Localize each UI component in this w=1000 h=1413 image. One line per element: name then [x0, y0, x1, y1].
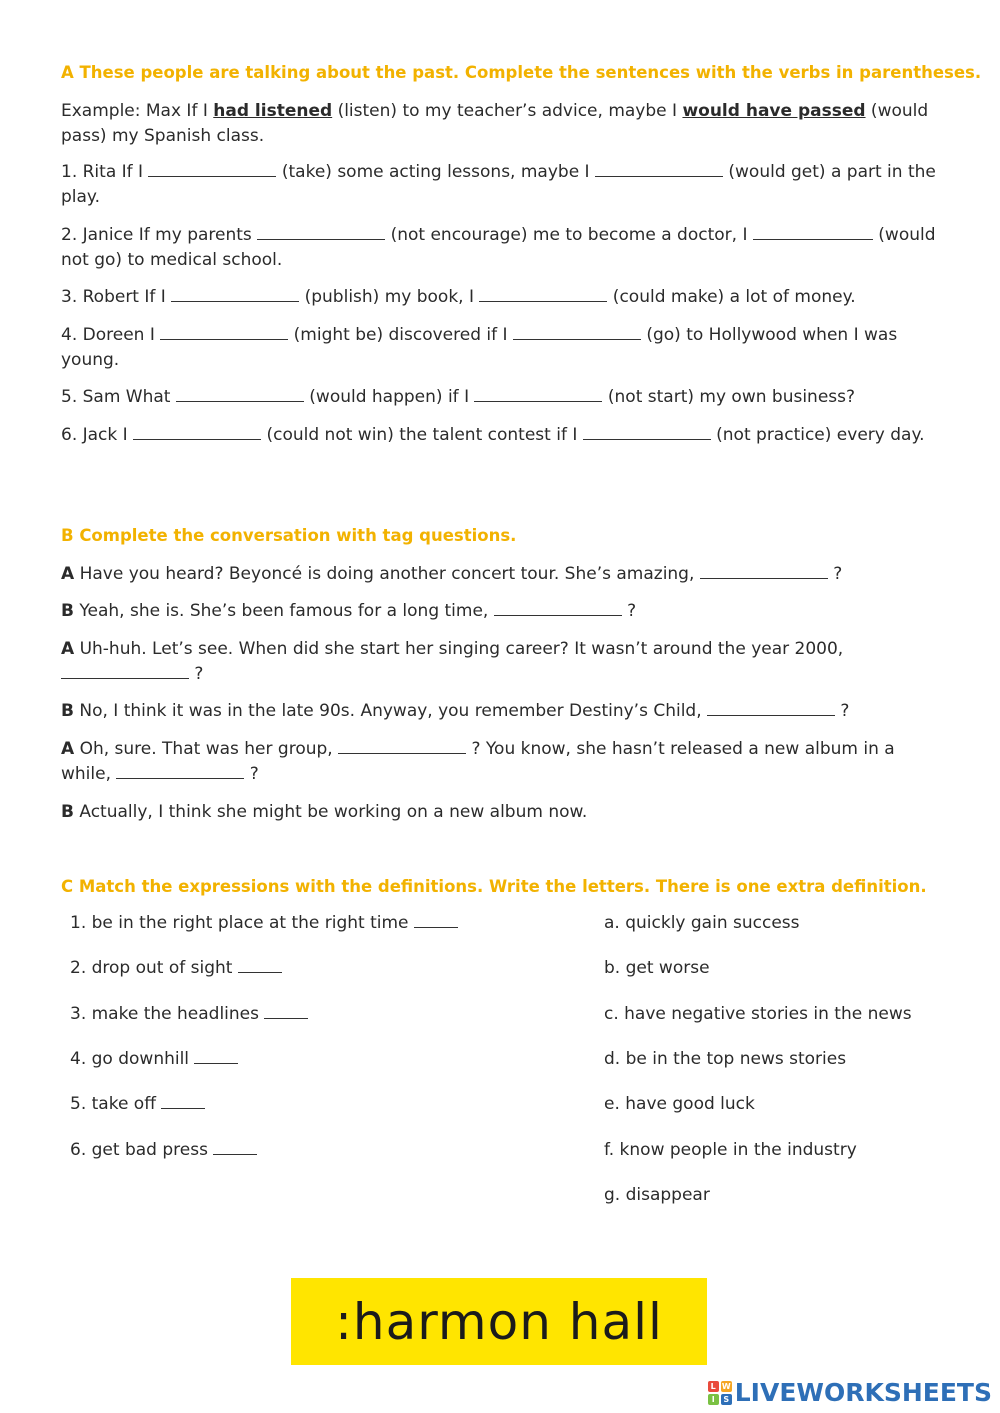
- answer-blank[interactable]: [474, 387, 602, 402]
- letter-blank[interactable]: [264, 1004, 308, 1019]
- definition-item: d. be in the top news stories: [604, 1049, 847, 1069]
- conversation-line: B No, I think it was in the late 90s. Anyway, you remember Destiny’s Child, ?: [61, 701, 850, 721]
- answer-blank[interactable]: [753, 225, 873, 240]
- definition-item: f. know people in the industry: [604, 1140, 857, 1160]
- definition-item: b. get worse: [604, 958, 710, 978]
- expression-item: 4. go downhill: [70, 1049, 238, 1069]
- answer-blank[interactable]: [257, 225, 385, 240]
- section-a-item-6: 6. Jack I (could not win) the talent contest if I (not practice) every day.: [61, 425, 925, 445]
- section-a-item-1: 1. Rita If I (take) some acting lessons, maybe I (would get) a part in the play.: [61, 162, 936, 207]
- harmon-hall-logo: [291, 1278, 707, 1365]
- answer-blank[interactable]: [176, 387, 304, 402]
- answer-blank[interactable]: [595, 162, 723, 177]
- section-a-example: Example: Max If I had listened (listen) to my teacher’s advice, maybe I would have passed (would pass) my Spanish class.: [61, 101, 929, 146]
- speaker-label: A: [61, 639, 75, 659]
- answer-blank[interactable]: [148, 162, 276, 177]
- conversation-line: B Yeah, she is. She’s been famous for a long time, ?: [61, 601, 637, 621]
- conversation-line: A Uh-huh. Let’s see. When did she start her singing career? It wasn’t around the year 2000, ?: [61, 639, 844, 684]
- conversation-line: B Actually, I think she might be working on a new album now.: [61, 802, 588, 822]
- conversation-line: A Oh, sure. That was her group, ? You know, she hasn’t released a new album in a while, ?: [61, 739, 895, 784]
- answer-blank[interactable]: [116, 764, 244, 779]
- section-a-item-4: 4. Doreen I (might be) discovered if I (go) to Hollywood when I was young.: [61, 325, 898, 370]
- liveworksheets-text: LIVEWORKSHEETS: [734, 1378, 992, 1407]
- answer-blank[interactable]: [61, 664, 189, 679]
- expression-item: 1. be in the right place at the right time: [70, 913, 458, 933]
- answer-blank[interactable]: [700, 564, 828, 579]
- speaker-label: A: [61, 564, 75, 584]
- definition-item: e. have good luck: [604, 1094, 755, 1114]
- section-a-item-3: 3. Robert If I (publish) my book, I (could make) a lot of money.: [61, 287, 856, 307]
- lw-tile: I: [708, 1394, 719, 1405]
- answer-blank[interactable]: [707, 701, 835, 716]
- expression-item: 5. take off: [70, 1094, 205, 1114]
- logo-text: :harmon hall: [335, 1292, 663, 1351]
- section-a-item-2: 2. Janice If my parents (not encourage) me to become a doctor, I (would not go) to medical school.: [61, 225, 936, 270]
- answer-blank[interactable]: [160, 325, 288, 340]
- letter-blank[interactable]: [194, 1049, 238, 1064]
- liveworksheets-watermark: [708, 1378, 992, 1407]
- letter-blank[interactable]: [414, 913, 458, 928]
- lw-tile: L: [708, 1381, 719, 1392]
- section-a-heading: A These people are talking about the past. Complete the sentences with the verbs in parentheses.: [61, 63, 982, 82]
- section-b-heading: B Complete the conversation with tag questions.: [61, 526, 517, 545]
- letter-blank[interactable]: [238, 958, 282, 973]
- definition-item: c. have negative stories in the news: [604, 1004, 912, 1024]
- liveworksheets-icon: [708, 1381, 732, 1405]
- letter-blank[interactable]: [213, 1140, 257, 1155]
- letter-blank[interactable]: [161, 1094, 205, 1109]
- speaker-label: A: [61, 739, 75, 759]
- example-answer-2: would have passed: [682, 101, 866, 121]
- answer-blank[interactable]: [513, 325, 641, 340]
- expression-item: 3. make the headlines: [70, 1004, 308, 1024]
- answer-blank[interactable]: [479, 287, 607, 302]
- answer-blank[interactable]: [338, 739, 466, 754]
- speaker-label: B: [61, 601, 74, 621]
- definition-item: g. disappear: [604, 1185, 710, 1205]
- example-answer-1: had listened: [213, 101, 333, 121]
- answer-blank[interactable]: [171, 287, 299, 302]
- lw-tile: W: [721, 1381, 731, 1391]
- section-c-heading: C Match the expressions with the definitions. Write the letters. There is one extra definition.: [61, 877, 927, 896]
- answer-blank[interactable]: [494, 601, 622, 616]
- section-a-item-5: 5. Sam What (would happen) if I (not start) my own business?: [61, 387, 856, 407]
- answer-blank[interactable]: [583, 425, 711, 440]
- lw-tile: S: [721, 1394, 732, 1405]
- definition-item: a. quickly gain success: [604, 913, 800, 933]
- speaker-label: B: [61, 701, 74, 721]
- expression-item: 6. get bad press: [70, 1140, 257, 1160]
- speaker-label: B: [61, 802, 74, 822]
- conversation-line: A Have you heard? Beyoncé is doing another concert tour. She’s amazing, ?: [61, 564, 843, 584]
- answer-blank[interactable]: [133, 425, 261, 440]
- expression-item: 2. drop out of sight: [70, 958, 282, 978]
